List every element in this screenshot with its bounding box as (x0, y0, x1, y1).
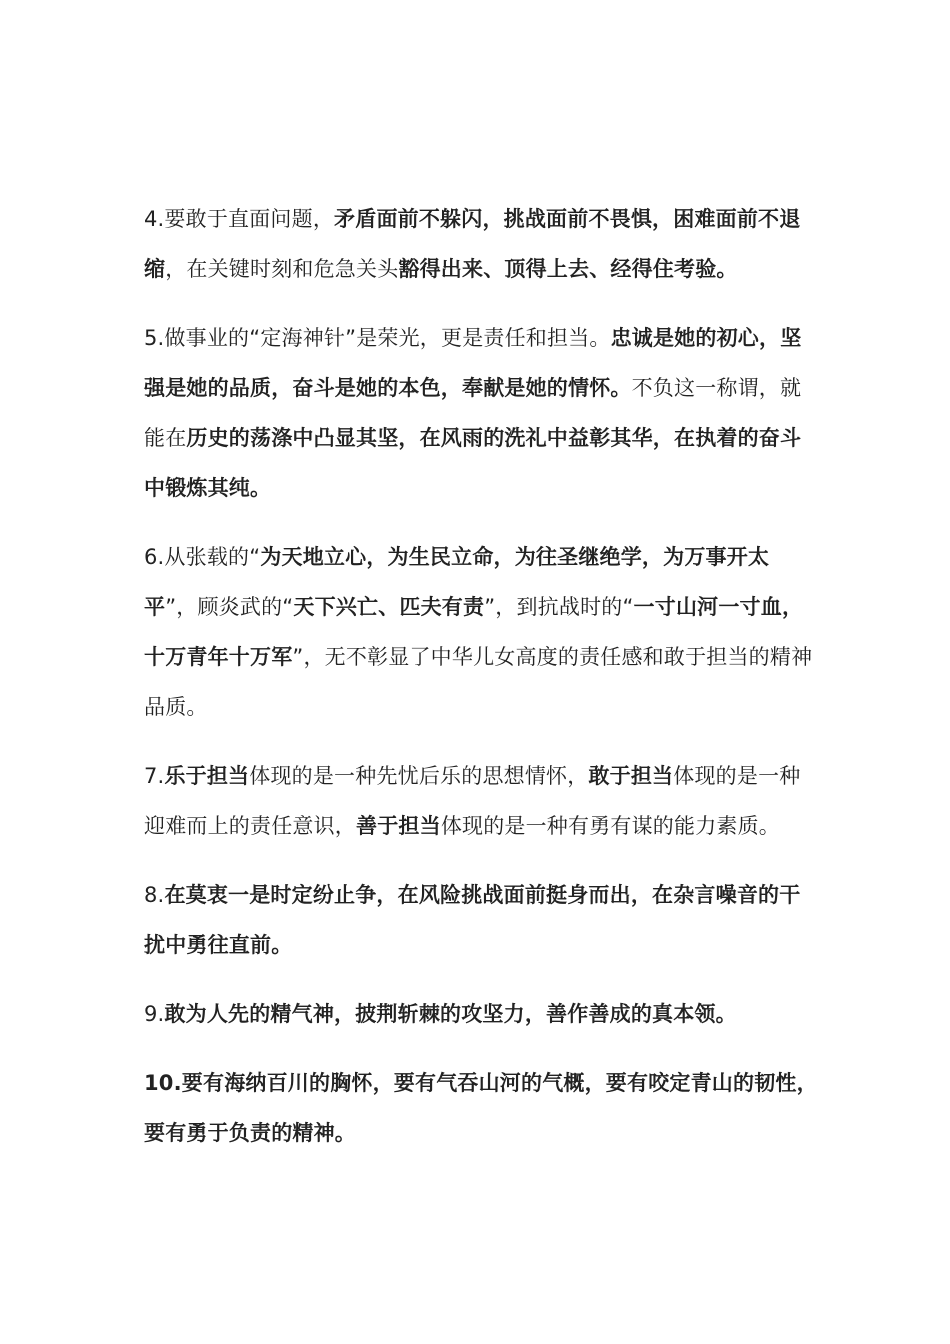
text-run: ，在关键时刻和危急关头 (165, 257, 399, 281)
text-run: 8. (144, 883, 165, 907)
paragraph-6 (144, 532, 820, 732)
bold-text-run: 10.要有海纳百川的胸怀，要有气吞山河的气概，要有咬定青山的韧性，要有勇于负责的精神。 (144, 1071, 818, 1145)
bold-text-run: 在莫衷一是时定纷止争，在风险挑战面前挺身而出，在杂言噪音的干扰中勇往直前。 (144, 883, 801, 957)
text-run: 体现的是一种迎难而上的责任意识， (144, 764, 801, 838)
text-run: 4.要敢于直面问题， (144, 207, 335, 231)
text-run: 7. (144, 764, 165, 788)
bold-text-run: 为天地立心，为生民立命，为往圣继绝学，为万事开太平 (144, 545, 770, 619)
bold-text-run: 天下兴亡、匹夫有责 (293, 595, 485, 619)
paragraph-5 (144, 313, 820, 513)
text-run: 9. (144, 1002, 165, 1026)
text-run: 体现的是一种先忧后乐的思想情怀， (249, 764, 589, 788)
bold-text-run: 忠诚是她的初心，坚强是她的品质，奋斗是她的本色，奉献是她的情怀。 (144, 326, 802, 400)
text-run: 5.做事业的“定海神针”是荣光，更是责任和担当。 (144, 326, 611, 350)
text-run: 6.从张载的“ (144, 545, 261, 569)
text-run: ”，无不彰显了中华儿女高度的责任感和敢于担当的精神品质。 (144, 645, 813, 719)
bold-text-run: 敢为人先的精气神，披荆斩棘的攻坚力，善作善成的真本领。 (164, 1002, 737, 1026)
document-body (144, 194, 820, 1177)
bold-text-run: 善于担当 (356, 814, 441, 838)
bold-text-run: 敢于担当 (588, 764, 674, 788)
bold-text-run: 历史的荡涤中凸显其坚，在风雨的洗礼中益彰其华，在执着的奋斗中锻炼其纯。 (144, 426, 802, 500)
paragraph-10 (144, 1058, 820, 1158)
text-run: 不负这一称谓，就能在 (144, 376, 802, 450)
paragraph-4 (144, 194, 820, 294)
paragraph-7 (144, 751, 820, 851)
text-run: ”，顾炎武的“ (165, 595, 294, 619)
bold-text-run: 一寸山河一寸血，十万青年十万军 (144, 595, 804, 669)
bold-text-run: 乐于担当 (164, 764, 250, 788)
bold-text-run: 矛盾面前不躲闪，挑战面前不畏惧，困难面前不退缩 (144, 207, 801, 281)
paragraph-9 (144, 989, 820, 1039)
text-run: 体现的是一种有勇有谋的能力素质。 (440, 814, 781, 838)
text-run: ”，到抗战时的“ (484, 595, 634, 619)
bold-text-run: 豁得出来、顶得上去、经得住考验。 (398, 257, 738, 281)
paragraph-8 (144, 870, 820, 970)
